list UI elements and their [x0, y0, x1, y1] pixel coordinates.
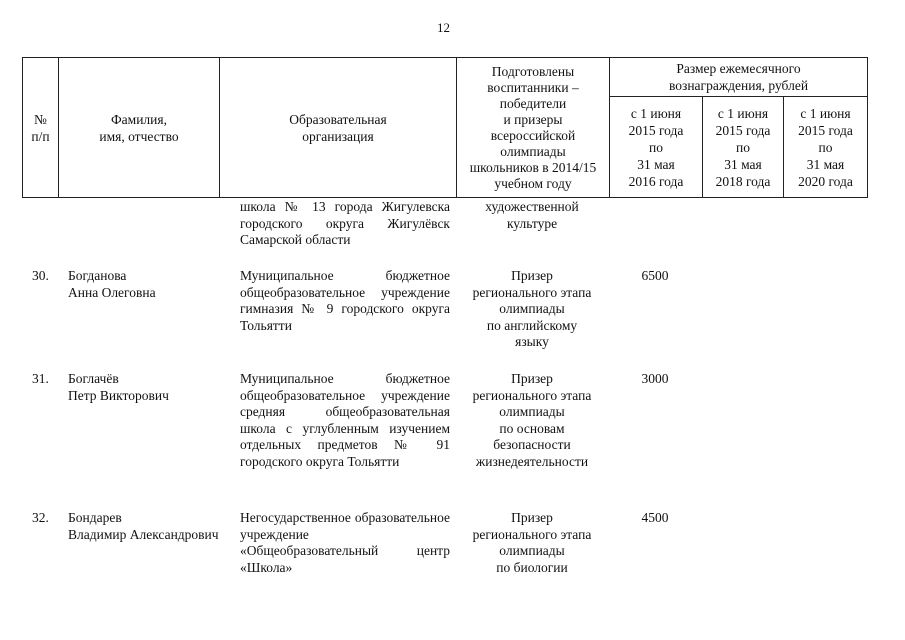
header-period-2018: с 1 июня 2015 года по 31 мая 2018 года [715, 105, 771, 189]
continuation-organization: школа № 13 города Жигулевска городского округа Жигулёвск Самарской области [240, 199, 450, 247]
row-number: 32. [32, 510, 49, 525]
row-prepared: Призер регионального этапа олимпиады по английскому языку [472, 268, 592, 349]
row-prepared: Призер регионального этапа олимпиады по основам безопасности жизнедеятельности [472, 371, 592, 469]
header-period-2020: с 1 июня 2015 года по 31 мая 2020 года [798, 105, 853, 189]
row-organization: Негосударственное образовательное учреждение «Общеобразовательный центр «Школа» [240, 510, 450, 575]
row-organization: Муниципальное бюджетное общеобразовательное учреждение средняя общеобразовательная школа с углубленным изучением отдельных предметов № 91 городского округа Тольятти [240, 371, 450, 469]
header-award: Размер ежемесячного вознаграждения, рублей [668, 61, 809, 93]
table-header [22, 57, 868, 198]
row-name: Бондарев Владимир Александрович [68, 510, 219, 542]
header-prepared: Подготовлены воспитанники – победители и призеры всероссийской олимпиады школьников в 2014/15 учебном году [469, 63, 597, 191]
header-period-2016: с 1 июня 2015 года по 31 мая 2016 года [628, 105, 684, 189]
page-number: 12 [437, 20, 450, 35]
header-organization: Образовательная организация [289, 111, 387, 144]
row-prepared: Призер регионального этапа олимпиады по биологии [472, 510, 592, 575]
header-name: Фамилия, имя, отчество [99, 111, 179, 144]
continuation-prepared: художественной культуре [485, 199, 579, 231]
header-number: № п/п [31, 111, 50, 144]
row-organization: Муниципальное бюджетное общеобразовательное учреждение гимназия № 9 городского округа Тольятти [240, 268, 450, 333]
row-number: 31. [32, 371, 49, 386]
row-amount: 3000 [641, 371, 669, 386]
row-amount: 6500 [641, 268, 669, 283]
row-number: 30. [32, 268, 49, 283]
row-name: Боглачёв Петр Викторович [68, 371, 169, 403]
row-amount: 4500 [641, 510, 669, 525]
row-name: Богданова Анна Олеговна [68, 268, 156, 300]
